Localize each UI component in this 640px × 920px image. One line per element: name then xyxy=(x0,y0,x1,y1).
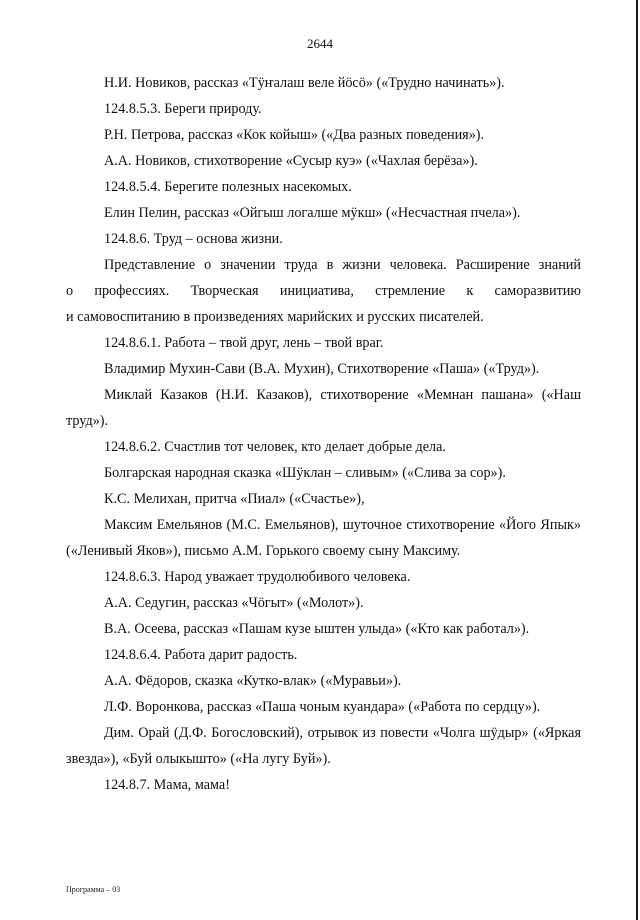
section-heading: 124.8.5.4. Берегите полезных насекомых. xyxy=(104,179,352,195)
page-edge-line xyxy=(636,0,638,920)
paragraph-line: и самовоспитанию в произведениях марийских и русских писателей. xyxy=(66,309,484,325)
text-line: А.А. Фёдоров, сказка «Кутко-влак» («Муравьи»). xyxy=(104,673,402,689)
text-line: Р.Н. Петрова, рассказ «Кок койыш» («Два разных поведения»). xyxy=(104,127,485,143)
text-line: звезда»), «Буй олыкыштo» («На лугу Буй»). xyxy=(66,751,331,767)
text-line: Миклай Казаков (Н.И. Казаков), стихотворение «Мемнан пашана» («Наш xyxy=(104,387,581,403)
text-line: Болгарская народная сказка «Шӱклан – сливым» («Слива за сор»). xyxy=(104,465,506,481)
text-line: Дим. Орай (Д.Ф. Богословский), отрывок из повести «Чолга шӱдыр» («Яркая xyxy=(104,725,581,741)
text-line: Владимир Мухин-Сави (В.А. Мухин), Стихотворение «Паша» («Труд»). xyxy=(104,361,540,377)
page-footer: Программа – 03 xyxy=(66,885,121,894)
text-line: А.А. Новиков, стихотворение «Сусыр куэ» («Чахлая берёза»). xyxy=(104,153,478,169)
section-heading: 124.8.6.4. Работа дарит радость. xyxy=(104,647,298,663)
section-heading: 124.8.6.3. Народ уважает трудолюбивого человека. xyxy=(104,569,411,585)
section-heading: 124.8.6.1. Работа – твой друг, лень – твой враг. xyxy=(104,335,384,351)
section-heading: 124.8.5.3. Береги природу. xyxy=(104,101,262,117)
text-line: труд»). xyxy=(66,413,109,429)
paragraph-line: о профессиях. Творческая инициатива, стремление к саморазвитию xyxy=(66,283,581,299)
text-line: А.А. Седугин, рассказ «Чӧгыт» («Молот»). xyxy=(104,595,364,611)
text-line: Елин Пелин, рассказ «Ойгыш логалше мӱкш» («Несчастная пчела»). xyxy=(104,205,521,221)
section-heading: 124.8.6.2. Счастлив тот человек, кто делает добрые дела. xyxy=(104,439,446,455)
section-heading: 124.8.7. Мама, мама! xyxy=(104,777,230,793)
text-line: К.С. Мелихан, притча «Пиал» («Счастье»), xyxy=(104,491,365,507)
text-line: В.А. Осеева, рассказ «Пашам кузе ыштен улыда» («Кто как работал»). xyxy=(104,621,530,637)
text-line: Н.И. Новиков, рассказ «Тӱҥалаш веле йӧсӧ» («Трудно начинать»). xyxy=(104,75,505,91)
document-body xyxy=(66,70,581,798)
paragraph-line: Представление о значении труда в жизни человека. Расширение знаний xyxy=(104,257,581,273)
text-line: Л.Ф. Воронкова, рассказ «Паша чоным куандара» («Работа по сердцу»). xyxy=(104,699,541,715)
section-heading: 124.8.6. Труд – основа жизни. xyxy=(104,231,283,247)
page-number: 2644 xyxy=(307,36,333,51)
text-line: («Ленивый Яков»), письмо А.М. Горького своему сыну Максиму. xyxy=(66,543,461,559)
text-line: Максим Емельянов (М.С. Емельянов), шуточное стихотворение «Його Япык» xyxy=(104,517,581,533)
